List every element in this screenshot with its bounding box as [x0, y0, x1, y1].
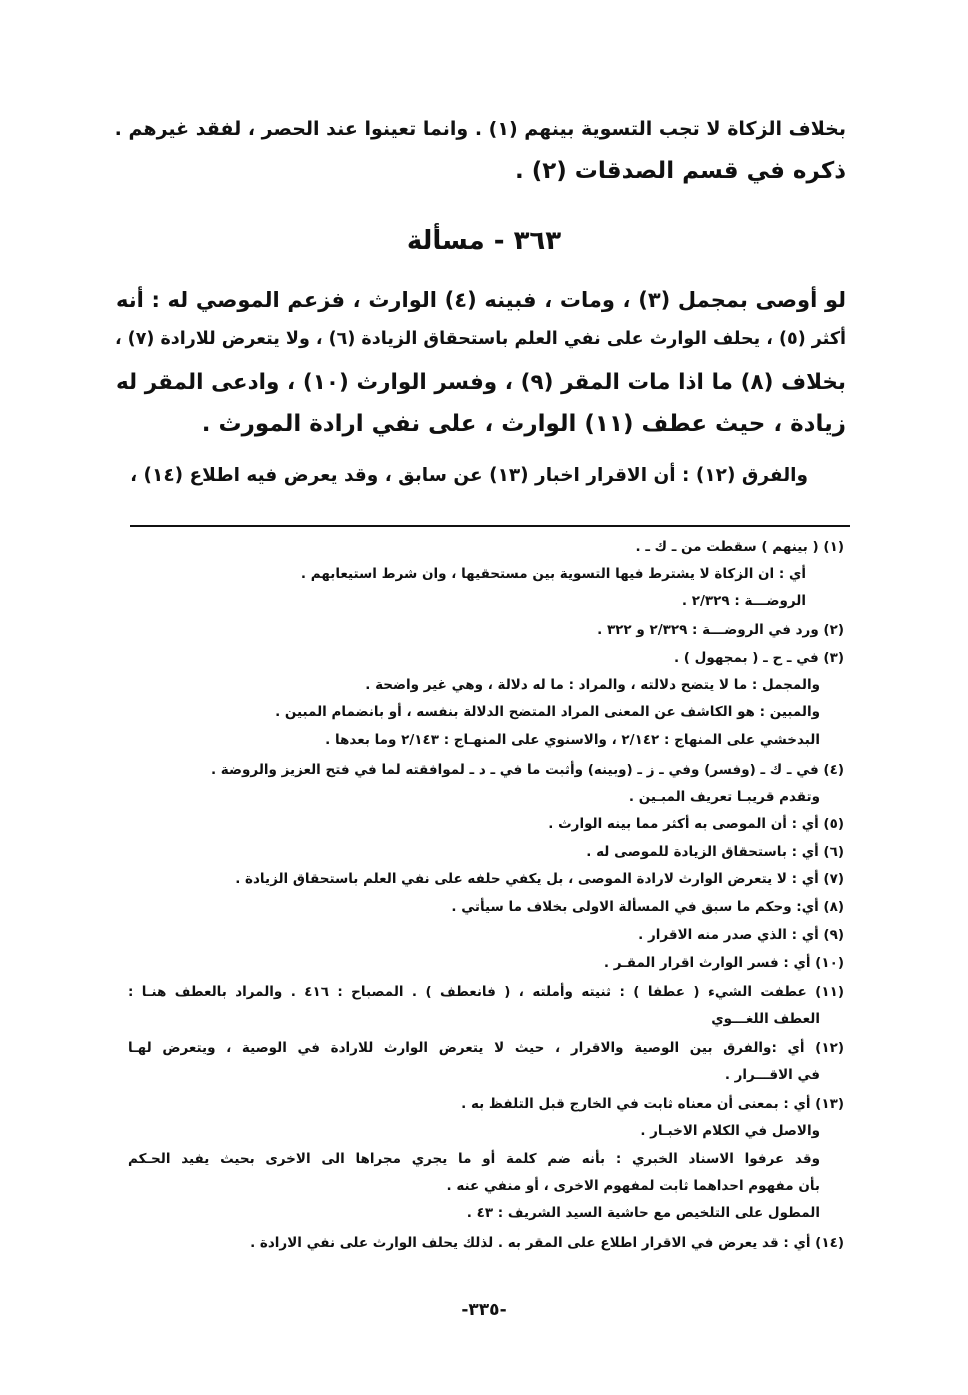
paragraph-2-line-3: بخلاف (٨) ما اذا مات المقر (٩) ، وفسر الوارث (١٠) ، وادعى المقر له — [116, 370, 846, 395]
footnote-13-cont: والاصل في الكلام الاخبـار . — [640, 1123, 820, 1139]
footnote-3-source: البدخشي على المنهاج : ٢/١٤٢ ، والاسنوي على المنهـاج : ٢/١٤٣ وما بعدها . — [325, 732, 820, 748]
footnote-13-definition-cont: بأن مفهوم احداهما ثابت لمفهوم الاخرى ، أو منفي عنه . — [446, 1178, 820, 1194]
footnote-11-cont: العطف اللغـــوي — [711, 1011, 820, 1027]
footnote-13: (١٣) أي : بمعنى أن معناه ثابت في الخارج قبل التلفظ به . — [461, 1096, 844, 1112]
footnote-3: (٣) في ـ ح ـ ( بمجهول ) . — [673, 650, 844, 666]
footnote-1: (١) ( بينهم ) سقطت من ـ ك ـ . — [635, 539, 844, 555]
issue-heading: ٣٦٣ - مسألة — [406, 226, 562, 256]
footnote-11: (١١) عطفت الشيء ( عطفا ) : ثنيته وأملته ، ( فانعطف ) . المصباح : ٤١٦ . والمراد بالعطف هنـا : — [128, 984, 844, 1000]
footnote-4-cont: وتقدم قريبـا تعريف المبـين . — [628, 789, 820, 805]
footnote-12-cont: في الاقـــرار . — [724, 1067, 820, 1083]
footnote-2: (٢) ورد في الروضـــة : ٢/٣٢٩ و ٣٢٢ . — [597, 622, 844, 638]
footnote-12: (١٢) أي :والفرق بين الوصية والاقرار ، حيث لا يتعرض الوارث للارادة في الوصية ، ويتعرض لهـا — [128, 1040, 844, 1056]
paragraph-3-line-1: والفرق (١٢) : أن الاقرار اخبار (١٣) عن سابق ، وقد يعرض فيه اطلاع (١٤) ، — [130, 465, 808, 486]
footnote-7: (٧) أي : لا يتعرض الوارث لارادة الموصى ، بل يكفي حلفه على نفي العلم باستحقاق الزيادة . — [235, 871, 844, 887]
footnote-3-mubayyan: والمبين : هو الكاشف عن المعنى المراد المتضح الدلالة بنفسه ، أو بانضمام المبين . — [275, 704, 820, 720]
footnote-separator — [130, 525, 850, 527]
paragraph-2-line-2: أكثر (٥) ، يحلف الوارث على نفي العلم باستحقاق الزيادة (٦) ، ولا يتعرض للارادة (٧) ، — [114, 329, 846, 349]
footnote-13-definition: وقد عرفوا الاسناد الخبري : بأنه ضم كلمة أو ما يجري مجراها الى الاخرى بحيث يفيد الحـكم — [128, 1151, 820, 1167]
paragraph-2-line-1: لو أوصى بمجمل (٣) ، ومات ، فبينه (٤) الوارث ، فزعم الموصي له : أنه — [116, 288, 847, 312]
paragraph-1-line-1: بخلاف الزكاة لا تجب التسوية بينهم (١) . وانما تعينوا عند الحصر ، لفقد غيرهم . — [114, 118, 846, 140]
paragraph-1-line-2: ذكره في قسم الصدقات (٢) . — [514, 158, 846, 184]
footnote-4: (٤) في ـ ك ـ (وفسر) وفي ـ ز ـ (وبينه) وأثبت ما في ـ د ـ لموافقته لما في فتح العزيز والروضة . — [210, 762, 844, 778]
footnote-6: (٦) أي : باستحقاق الزيادة للموصى له . — [586, 844, 844, 860]
footnote-10: (١٠) أي : فسر الوارث اقرار المقـر . — [603, 955, 844, 971]
footnote-8: (٨) أي: وحكم ما سبق في المسألة الاولى بخلاف ما سيأتي . — [451, 899, 844, 915]
footnote-9: (٩) أي : الذي صدر منه الاقرار . — [638, 927, 844, 943]
footnote-5: (٥) أي : أن الموصى به أكثر مما بينه الوارث . — [548, 816, 844, 832]
footnote-3-mujmal: والمجمل : ما لا يتضح دلالته ، والمراد : ما له دلالة ، وهي غير واضحة . — [365, 677, 820, 693]
paragraph-2-line-4: زيادة ، حيث عطف (١١) الوارث ، على نفي ارادة المورث . — [201, 411, 846, 437]
footnote-1-cont: أي : ان الزكاة لا يشترط فيها التسوية بين مستحقيها ، وان شرط استيعابهم . — [300, 566, 806, 582]
footnote-13-source: المطول على التلخيص مع حاشية السيد الشريف : ٤٣ . — [466, 1205, 820, 1221]
footnote-14: (١٤) أي : قد يعرض في الاقرار اطلاع على المقر به . لذلك يحلف الوارث على نفي الارادة . — [250, 1235, 844, 1251]
footnote-1-source: الروضـــة : ٢/٣٢٩ . — [681, 593, 806, 609]
page-number: -٣٣٥- — [461, 1300, 507, 1320]
